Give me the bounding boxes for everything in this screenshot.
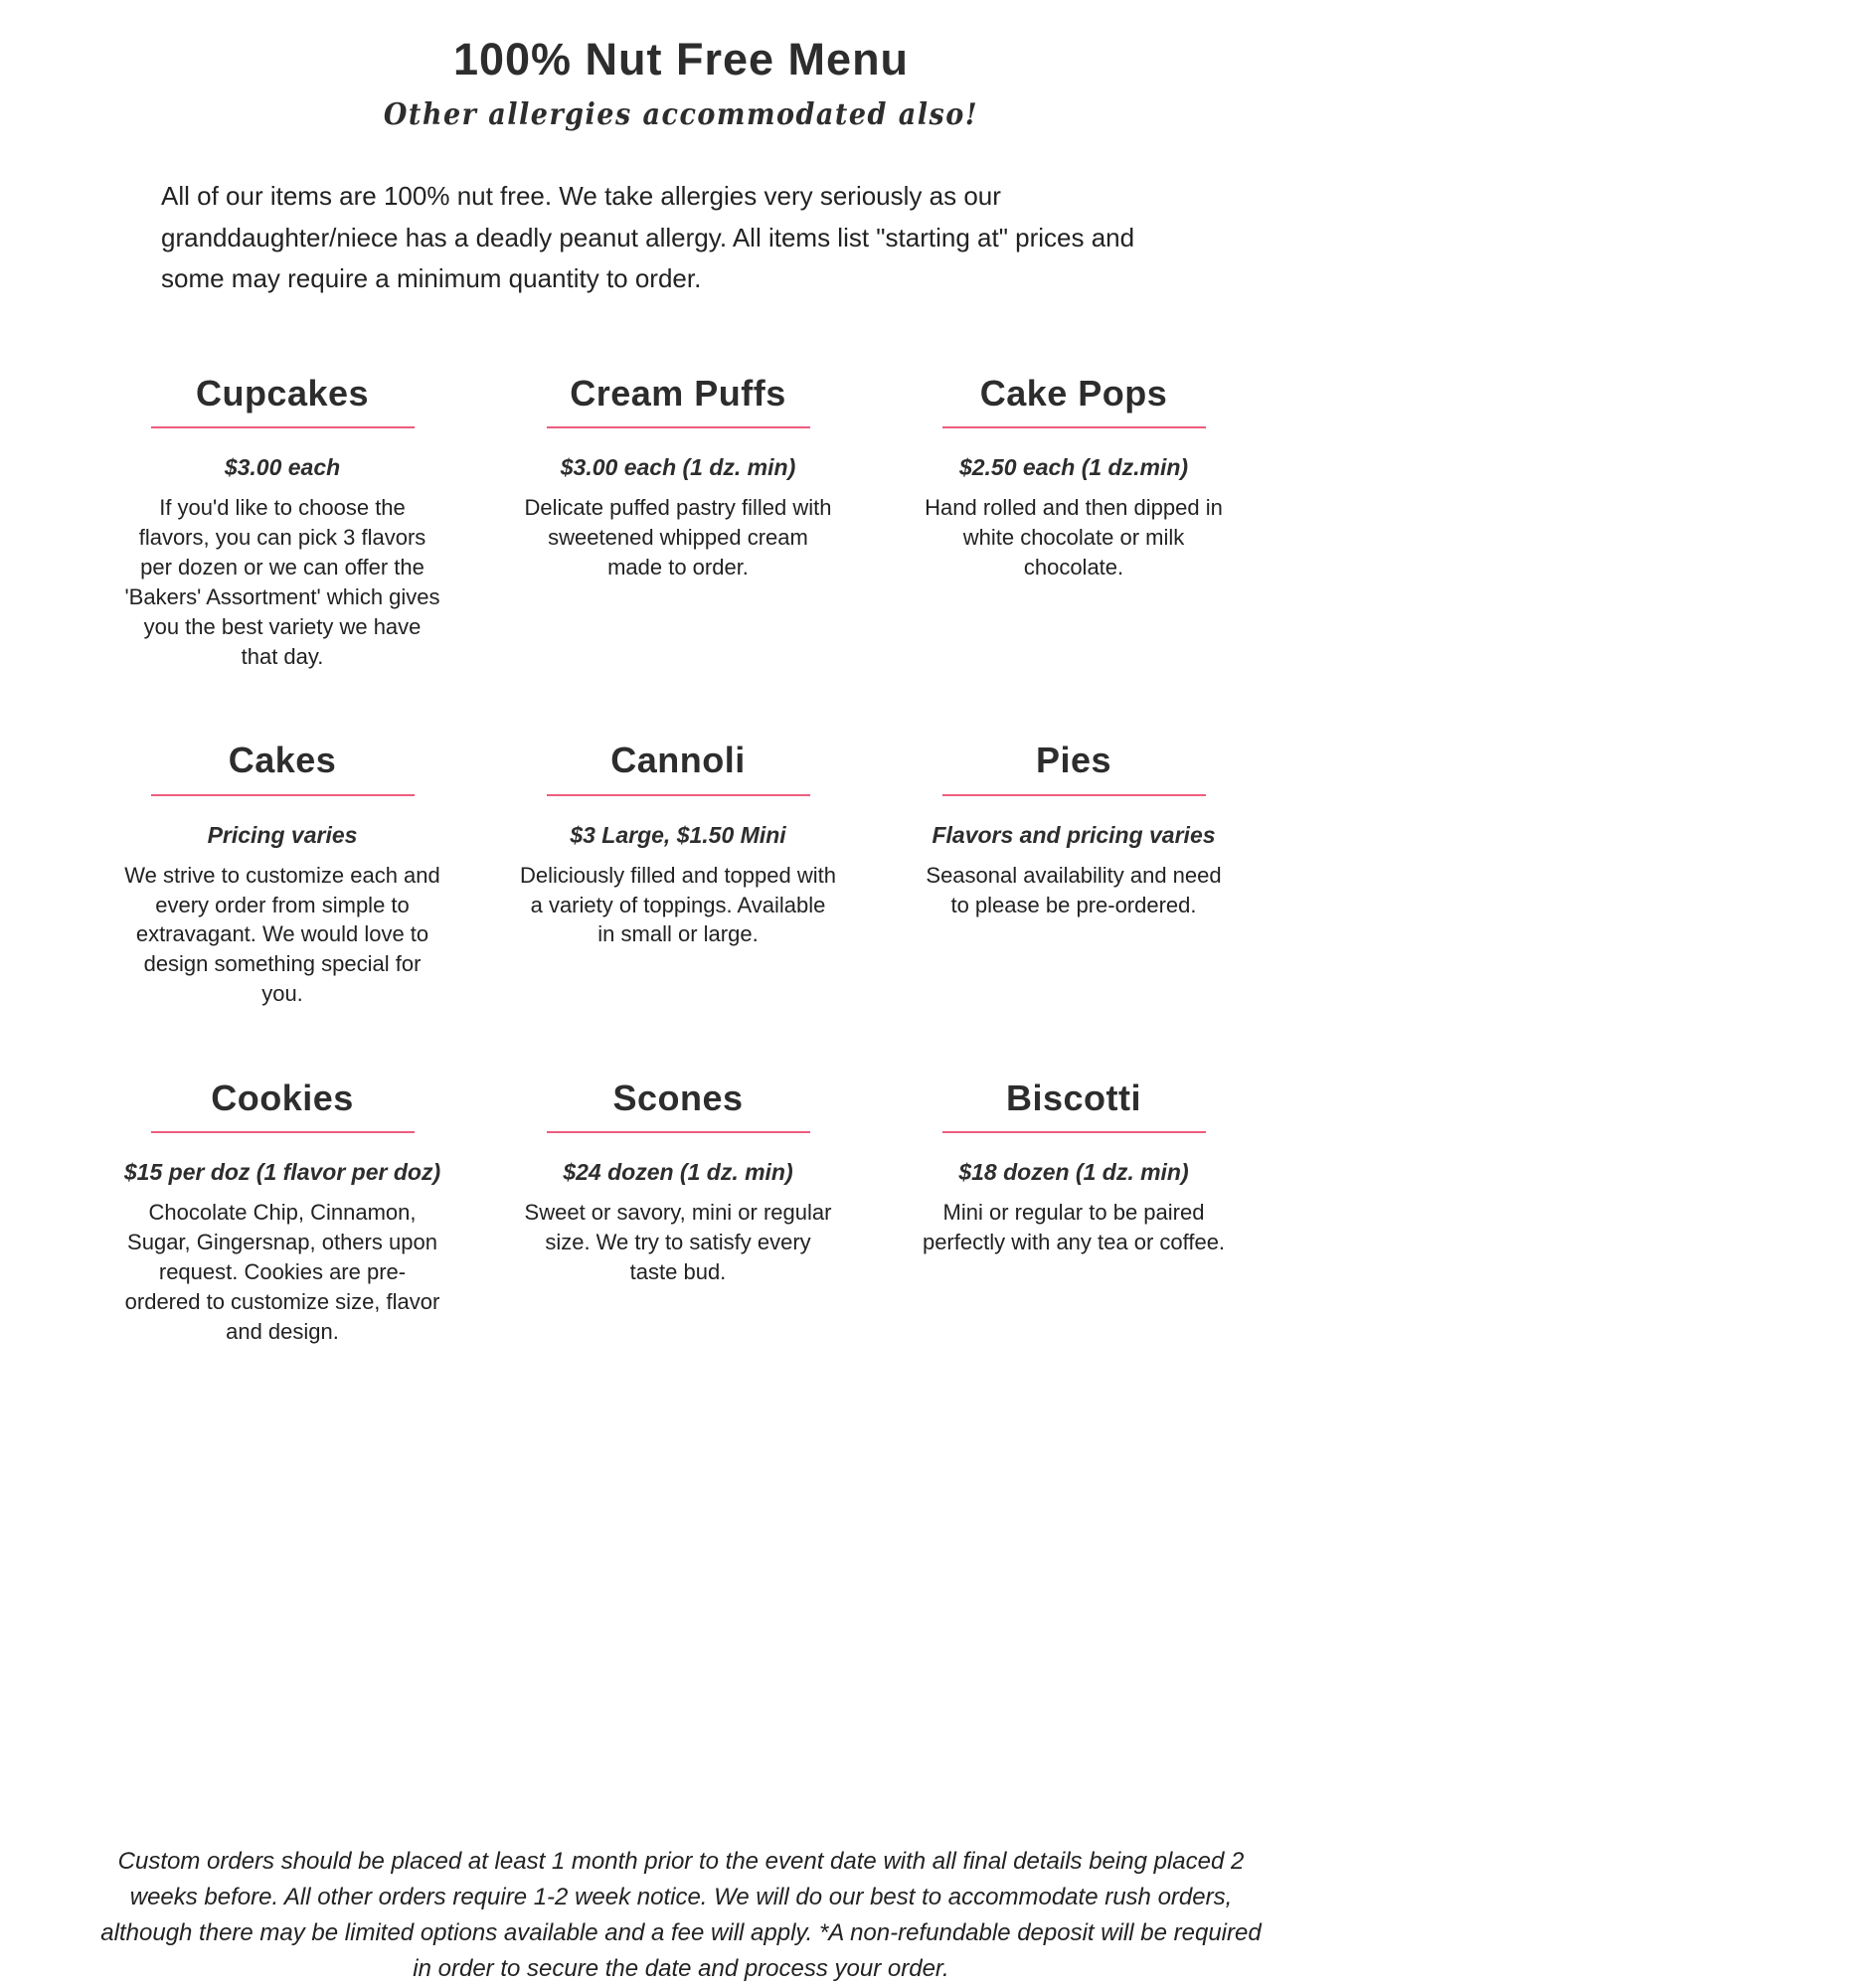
menu-item-description: We strive to customize each and every order from simple to extravagant. We would love to design something special for you.: [124, 862, 440, 1007]
menu-item-price: $3.00 each: [224, 453, 341, 480]
menu-item-title: Pies: [1035, 740, 1112, 781]
menu-item-title: Cake Pops: [979, 372, 1168, 414]
menu-item-price: Pricing varies: [207, 821, 358, 848]
menu-item-description: Deliciously filled and topped with a variety of toppings. Available in small or large.: [520, 862, 836, 947]
accent-divider: [547, 794, 810, 796]
menu-item-scones: [480, 1077, 876, 1347]
page-title: 100% Nut Free Menu: [452, 34, 910, 84]
menu-item-description: Chocolate Chip, Cinnamon, Sugar, Gingersnap, others upon request. Cookies are pre-ordered to customize size, flavor and design.: [124, 1200, 440, 1344]
accent-divider: [942, 426, 1206, 428]
menu-item-cake-pops: [876, 372, 1272, 672]
menu-item-price: $24 dozen (1 dz. min): [563, 1159, 793, 1186]
accent-divider: [151, 426, 415, 428]
menu-item-title: Biscotti: [1005, 1077, 1141, 1119]
menu-item-price: $15 per doz (1 flavor per doz): [123, 1159, 441, 1186]
menu-item-cannoli: [480, 739, 876, 1009]
menu-item-description: Sweet or savory, mini or regular size. We try to satisfy every taste bud.: [524, 1200, 832, 1285]
menu-item-cakes: [85, 739, 480, 1009]
menu-item-price: Flavors and pricing varies: [932, 821, 1216, 848]
menu-item-price: $2.50 each (1 dz.min): [958, 453, 1189, 480]
accent-divider: [151, 794, 415, 796]
menu-item-price: $3.00 each (1 dz. min): [560, 453, 796, 480]
menu-item-description: Hand rolled and then dipped in white chocolate or milk chocolate.: [925, 494, 1223, 580]
menu-item-description: Mini or regular to be paired perfectly with any tea or coffee.: [922, 1200, 1226, 1255]
footer-note: Custom orders should be placed at least 1 month prior to the event date with all final details being placed 2 weeks before. All other orders require 1-2 week notice. We will do our best to accommodate rush orders, although there may be limited options available and a fee will apply. *A non-refundable deposit will be required in order to secure the date and process your order.: [100, 1847, 1262, 1982]
menu-item-description: Seasonal availability and need to please be pre-ordered.: [926, 862, 1222, 917]
accent-divider: [547, 1131, 810, 1133]
menu-item-price: $18 dozen (1 dz. min): [958, 1159, 1189, 1186]
menu-item-pies: [876, 739, 1272, 1009]
menu-item-title: Scones: [612, 1077, 744, 1119]
menu-item-title: Cupcakes: [195, 372, 370, 414]
intro-paragraph: All of our items are 100% nut free. We take allergies very seriously as our granddaughter/niece has a deadly peanut allergy. All items list "starting at" prices and some may require a minimum quantity to order.: [161, 181, 1135, 294]
menu-item-biscotti: [876, 1077, 1272, 1347]
menu-item-title: Cannoli: [610, 740, 746, 781]
page-subtitle: Other allergies accommodated also!: [383, 97, 979, 132]
menu-grid: [85, 372, 1273, 1347]
accent-divider: [547, 426, 810, 428]
accent-divider: [942, 794, 1206, 796]
accent-divider: [942, 1131, 1206, 1133]
menu-item-cookies: [85, 1077, 480, 1347]
menu-item-title: Cakes: [228, 740, 337, 781]
accent-divider: [151, 1131, 415, 1133]
menu-item-price: $3 Large, $1.50 Mini: [570, 821, 786, 848]
menu-item-description: Delicate puffed pastry filled with sweetened whipped cream made to order.: [524, 494, 832, 580]
menu-item-title: Cream Puffs: [570, 372, 786, 414]
menu-item-cupcakes: [85, 372, 480, 672]
menu-item-cream-puffs: [480, 372, 876, 672]
menu-item-description: If you'd like to choose the flavors, you can pick 3 flavors per dozen or we can offer the 'Bakers' Assortment' which gives you the best variety we have that day.: [124, 494, 440, 669]
menu-item-title: Cookies: [211, 1077, 354, 1119]
